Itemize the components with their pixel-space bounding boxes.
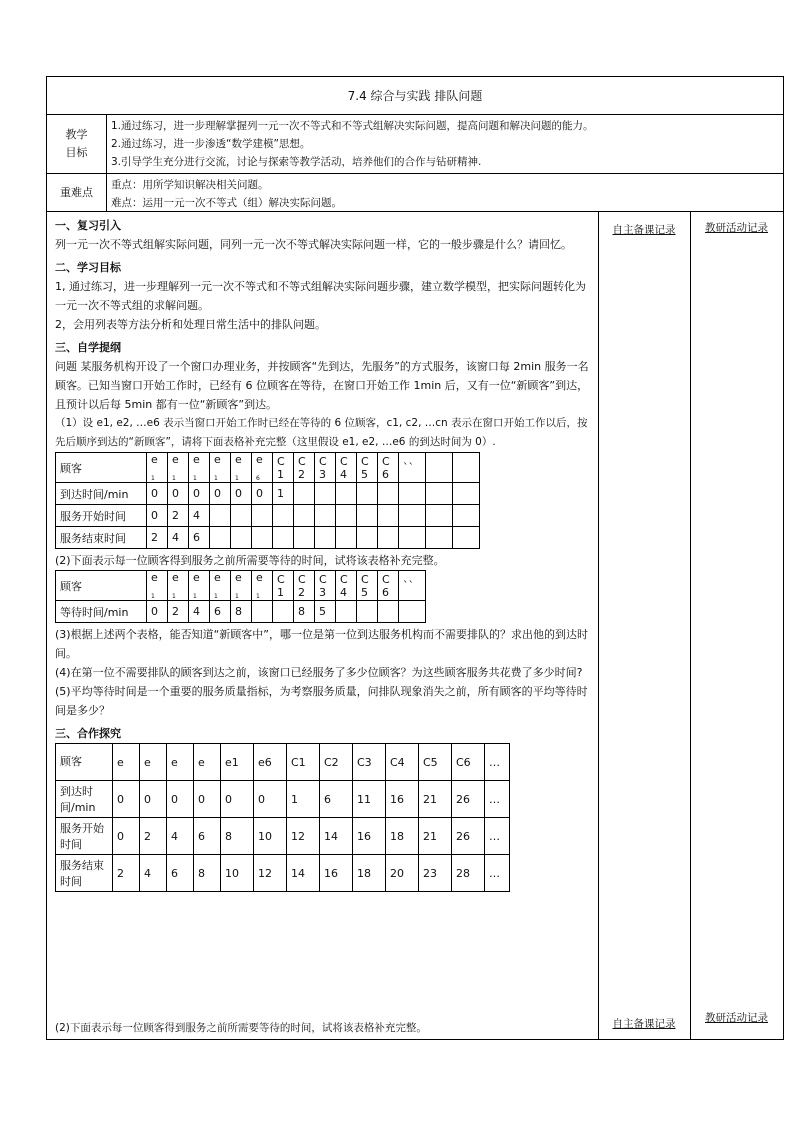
key-point-item: 重点：用所学知识解决相关问题。 xyxy=(111,179,269,191)
table-col-head: C3 xyxy=(353,744,386,781)
objectives-list xyxy=(111,117,779,171)
section-goals-title: 二、学习目标 xyxy=(55,261,121,274)
table-col-head: e $_1$ xyxy=(231,571,252,601)
key-points-label: 重难点 xyxy=(47,174,107,211)
table-header-cell: 顾客 xyxy=(56,571,147,601)
table-col-head: e xyxy=(113,744,140,781)
section-review-title: 一、复习引入 xyxy=(55,219,121,232)
table-col-head: e1 xyxy=(221,744,254,781)
table-col-head: e xyxy=(167,744,194,781)
table-header-cell: 顾客 xyxy=(56,453,147,483)
section-explore-title: 三、合作探究 xyxy=(55,727,121,740)
key-points-row xyxy=(47,174,783,212)
table-col-head: C 3 xyxy=(315,571,336,601)
table-col-head: e xyxy=(194,744,221,781)
objective-item: 2.通过练习，进一步渗透“数学建模”思想。 xyxy=(111,138,311,150)
table-col-head: e $_1$ xyxy=(252,571,273,601)
table-col-head: e $_1$ xyxy=(147,571,168,601)
table-col-head: e $_1$ xyxy=(189,571,210,601)
table-col-head: e $_1$ xyxy=(147,453,168,483)
table-col-head: C 6 xyxy=(378,571,399,601)
section-outline-title: 三、自学提纲 xyxy=(55,341,121,354)
table-col-head: e $_1$ xyxy=(168,453,189,483)
table-col-head: C1 xyxy=(287,744,320,781)
table-col-head: C 1 xyxy=(273,453,294,483)
table-col-head: C 2 xyxy=(294,453,315,483)
page-title: 7.4 综合与实践 排队问题 xyxy=(47,77,783,115)
table-col-head xyxy=(453,453,480,483)
table-col-head: C 1 xyxy=(273,571,294,601)
table-col-head: e $_1$ xyxy=(168,571,189,601)
table-col-head: C 6 xyxy=(378,453,399,483)
table-row: 服务结束时间 2 4 6 8 10 12 14 16 18 20 23 28 … xyxy=(56,855,510,892)
objective-item: 3.引导学生充分进行交流，讨论与探索等教学活动，培养他们的合作与钻研精神. xyxy=(111,156,482,168)
objective-item: 1.通过练习，进一步理解掌握列一元一次不等式和不等式组解决实际问题，提高问题和解决问题的能力。 xyxy=(111,120,594,132)
table-row: 服务结束时间 2 4 6 xyxy=(56,527,480,549)
table-col-head: e xyxy=(140,744,167,781)
table-col-head: C 3 xyxy=(315,453,336,483)
question-6: (2)下面表示每一位顾客得到服务之前所需要等待的时间，试将该表格补充完整。 xyxy=(55,1022,427,1034)
table-col-head: C2 xyxy=(320,744,353,781)
objectives-row xyxy=(47,115,783,174)
self-prep-label-top: 自主备课记录 xyxy=(612,224,676,236)
table-row: 服务开始时间 0 2 4 xyxy=(56,505,480,527)
table-row: 到达时间/min 0 0 0 0 0 0 1 xyxy=(56,483,480,505)
research-label-bottom: 教研活动记录 xyxy=(705,1012,768,1024)
table-col-head: e $_1$ xyxy=(231,453,252,483)
table-row: 到达时间/min 0 0 0 0 0 0 1 6 11 16 21 26 … xyxy=(56,781,510,818)
table-col-head: C5 xyxy=(419,744,452,781)
table-row: 服务开始时间 0 2 4 6 8 10 12 14 16 18 21 26 … xyxy=(56,818,510,855)
question-1: （1）设 e1, e2, …e6 表示当窗口开始工作时已经在等待的 6 位顾客，c1, c2, …cn 表示在窗口开始工作以后，按先后顺序到达的“新顾客”，请将下面表格补充完整（这里假设 e1, e2, …e6 的到达时间为 0）. xyxy=(55,417,588,448)
table-col-head: … xyxy=(485,744,510,781)
table-col-head: e $_1$ xyxy=(189,453,210,483)
research-label-top: 教研活动记录 xyxy=(705,222,768,234)
table-col-head xyxy=(426,453,453,483)
table-row: 等待时间/min 0 2 4 6 8 8 5 xyxy=(56,601,426,623)
table-col-head: e6 xyxy=(254,744,287,781)
question-2: (2)下面表示每一位顾客得到服务之前所需要等待的时间，试将该表格补充完整。 xyxy=(55,554,445,567)
table-col-head: e $_1$ xyxy=(210,453,231,483)
objectives-label: 教学 目标 xyxy=(47,115,107,173)
table-waiting-time xyxy=(55,570,426,623)
research-column xyxy=(690,212,783,1039)
problem-text: 问题 某服务机构开设了一个窗口办理业务，并按顾客“先到达，先服务”的方式服务，该窗口每 2min 服务一名顾客。已知当窗口开始工作时，已经有 6 位顾客在等待，在窗口开始工作 1min 后，又有一位“新顾客”到达，且预计以后每 5min 都有一位“新顾客”到达。 xyxy=(55,360,589,411)
key-points-list xyxy=(111,176,779,212)
table-col-head: C 2 xyxy=(294,571,315,601)
question-5: (5)平均等待时间是一个重要的服务质量指标，为考察服务质量，问排队现象消失之前，所有顾客的平均等待时间是多少？ xyxy=(55,685,588,717)
section-review-text: 列一元一次不等式组解实际问题，同列一元一次不等式解决实际问题一样，它的一般步骤是什么？请回忆。 xyxy=(55,238,572,251)
table-header-cell: 顾客 xyxy=(56,744,113,781)
table-col-head: `` xyxy=(399,571,426,601)
table-col-head: e $_6$ xyxy=(252,453,273,483)
question-3: (3)根据上述两个表格，能否知道“新顾客中”，哪一位是第一位到达服务机构而不需要排队的？求出他的到达时间。 xyxy=(55,628,588,660)
question-4: (4)在第一位不需要排队的顾客到达之前，该窗口已经服务了多少位顾客？为这些顾客服务共花费了多少时间? xyxy=(55,666,583,679)
table-col-head: `` xyxy=(399,453,426,483)
self-prep-label-bottom: 自主备课记录 xyxy=(612,1018,676,1030)
table-col-head: C6 xyxy=(452,744,485,781)
table-col-head: C 4 xyxy=(336,453,357,483)
key-point-item: 难点：运用一元一次不等式（组）解决实际问题。 xyxy=(111,197,342,209)
table-col-head: C 4 xyxy=(336,571,357,601)
main-content xyxy=(47,212,599,1039)
self-prep-column xyxy=(598,212,691,1039)
table-col-head: C 5 xyxy=(357,571,378,601)
table-col-head: C4 xyxy=(386,744,419,781)
table-arrival-service xyxy=(55,452,480,549)
table-col-head: e $_1$ xyxy=(210,571,231,601)
goal-item: 2，会用列表等方法分析和处理日常生活中的排队问题。 xyxy=(55,318,326,331)
goal-item: 1, 通过练习，进一步理解列一元一次不等式和不等式组解决实际问题步骤，建立数学模型，把实际问题转化为一元一次不等式组的求解问题。 xyxy=(55,280,586,312)
table-col-head: C 5 xyxy=(357,453,378,483)
lesson-plan-sheet xyxy=(46,76,784,1040)
table-explore xyxy=(55,743,510,892)
